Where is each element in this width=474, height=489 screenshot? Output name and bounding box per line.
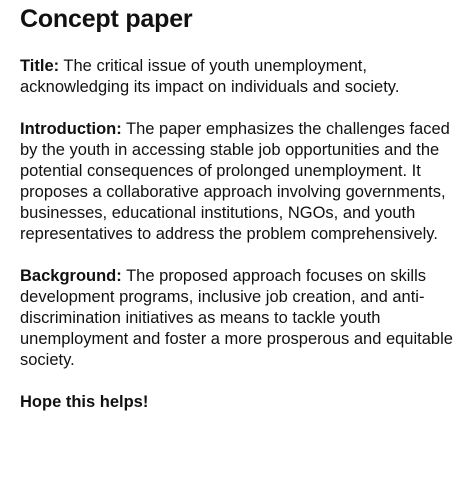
background-label: Background: [20,267,122,285]
introduction-label: Introduction: [20,120,122,138]
background-text: The proposed approach focuses on skills development programs, inclusive job creation, and anti-discrimination initiatives as means to tackle youth unemployment and foster a more prosperous and equitable society. [20,267,453,369]
closing-note: Hope this helps! [20,393,149,411]
introduction-section [20,119,460,245]
page-title: Concept paper [20,5,193,33]
title-text: The critical issue of youth unemployment, acknowledging its impact on individuals and society. [20,57,400,96]
background-section [20,266,460,371]
introduction-text: The paper emphasizes the challenges faced by the youth in accessing stable job opportunities and the potential consequences of prolonged unemployment. It proposes a collaborative approach involving governments, businesses, educational institutions, NGOs, and youth representatives to address the problem comprehensively. [20,120,450,243]
title-label: Title: [20,57,60,75]
title-section [20,56,460,98]
